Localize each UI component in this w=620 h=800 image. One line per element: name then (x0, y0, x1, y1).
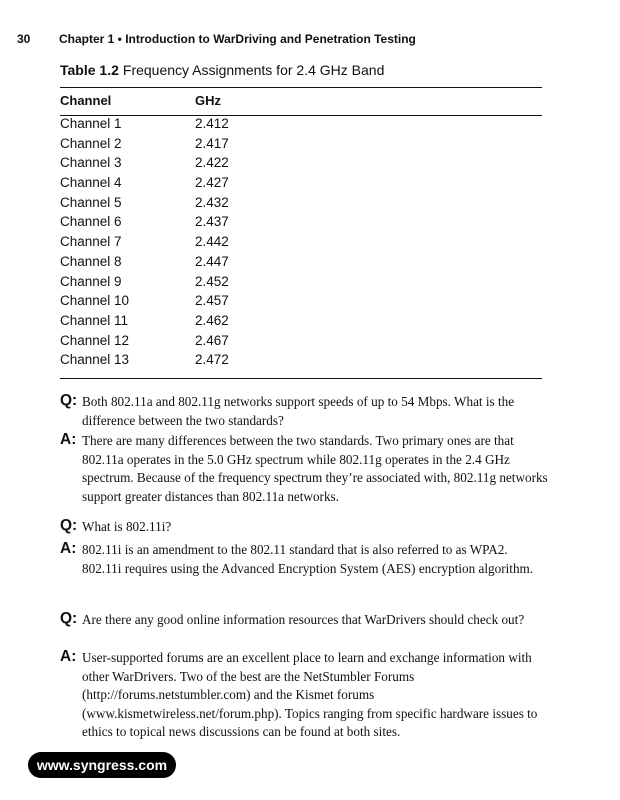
website-badge[interactable]: www.syngress.com (28, 752, 176, 778)
answer-label: A: (60, 648, 77, 665)
table-top-rule (60, 87, 542, 88)
table-row (60, 352, 542, 372)
ghz-cell: 2.472 (195, 352, 229, 368)
running-title: Chapter 1 • Introduction to WarDriving and Penetration Testing (59, 32, 416, 46)
ghz-cell: 2.427 (195, 175, 229, 191)
channel-cell: Channel 1 (60, 116, 122, 131)
table-row (60, 333, 542, 353)
table-row (60, 254, 542, 274)
table-body (60, 116, 542, 372)
table-row (60, 175, 542, 195)
channel-cell: Channel 8 (60, 253, 122, 269)
column-header-channel: Channel (60, 93, 112, 108)
channel-cell: Channel 13 (60, 352, 130, 368)
ghz-cell: 2.412 (195, 116, 229, 131)
question-1 (60, 393, 550, 430)
table-row (60, 234, 542, 254)
ghz-cell: 2.457 (195, 293, 229, 309)
table-row (60, 214, 542, 234)
channel-cell: Channel 11 (60, 312, 129, 328)
answer-text: User-supported forums are an excellent place to learn and exchange information with other WarDrivers. Two of the best are the NetStumbler Forums (http://forums.netstumbler.com) and the Kismet forums (www.kismetwireless.net/forum.php). Topics ranging from specific hardware issues to ethics to topical news discussions can be found at both sites. (82, 650, 538, 740)
ghz-cell: 2.462 (195, 312, 229, 328)
answer-3 (60, 649, 550, 742)
table-bottom-rule (60, 378, 542, 379)
channel-cell: Channel 7 (60, 234, 122, 250)
question-2 (60, 518, 550, 537)
table-row (60, 195, 542, 215)
ghz-cell: 2.422 (195, 155, 229, 171)
channel-cell: Channel 2 (60, 135, 122, 151)
question-label: Q: (60, 517, 78, 534)
question-text: Are there any good online information resources that WarDrivers should check out? (82, 612, 525, 627)
ghz-cell: 2.452 (195, 273, 229, 289)
ghz-cell: 2.442 (195, 234, 229, 250)
running-header (17, 32, 416, 46)
channel-cell: Channel 6 (60, 214, 122, 230)
table-row (60, 155, 542, 175)
ghz-cell: 2.447 (195, 253, 229, 269)
channel-cell: Channel 5 (60, 194, 122, 210)
answer-label: A: (60, 540, 77, 557)
table-label: Table 1.2 (60, 62, 119, 78)
table-caption-text: Frequency Assignments for 2.4 GHz Band (122, 62, 385, 78)
channel-cell: Channel 4 (60, 175, 122, 191)
channel-cell: Channel 12 (60, 332, 130, 348)
ghz-cell: 2.417 (195, 135, 229, 151)
channel-cell: Channel 9 (60, 273, 122, 289)
answer-2 (60, 541, 550, 578)
table-row (60, 116, 542, 136)
question-label: Q: (60, 610, 78, 627)
ghz-cell: 2.437 (195, 214, 229, 230)
table-caption (60, 62, 384, 78)
page-number: 30 (17, 32, 31, 46)
table-row (60, 313, 542, 333)
column-header-ghz: GHz (195, 93, 221, 108)
answer-label: A: (60, 431, 77, 448)
question-text: Both 802.11a and 802.11g networks support speeds of up to 54 Mbps. What is the difference between the two standards? (82, 394, 515, 428)
question-label: Q: (60, 392, 78, 409)
table-row (60, 293, 542, 313)
channel-cell: Channel 10 (60, 293, 130, 309)
channel-cell: Channel 3 (60, 155, 122, 171)
question-text: What is 802.11i? (82, 519, 172, 534)
question-3 (60, 611, 550, 630)
table-row (60, 274, 542, 294)
answer-text: There are many differences between the two standards. Two primary ones are that 802.11a operates in the 5.0 GHz spectrum while 802.11g operates in the 2.4 GHz spectrum. Because of the frequency spectrum they’re associated with, 802.11g networks support greater distances than 802.11a networks. (82, 433, 548, 504)
answer-text: 802.11i is an amendment to the 802.11 standard that is also referred to as WPA2. 802.11i requires using the Advanced Encryption System (AES) encryption algorithm. (82, 542, 534, 576)
ghz-cell: 2.467 (195, 332, 229, 348)
table-row (60, 136, 542, 156)
ghz-cell: 2.432 (195, 194, 229, 210)
answer-1 (60, 432, 550, 506)
